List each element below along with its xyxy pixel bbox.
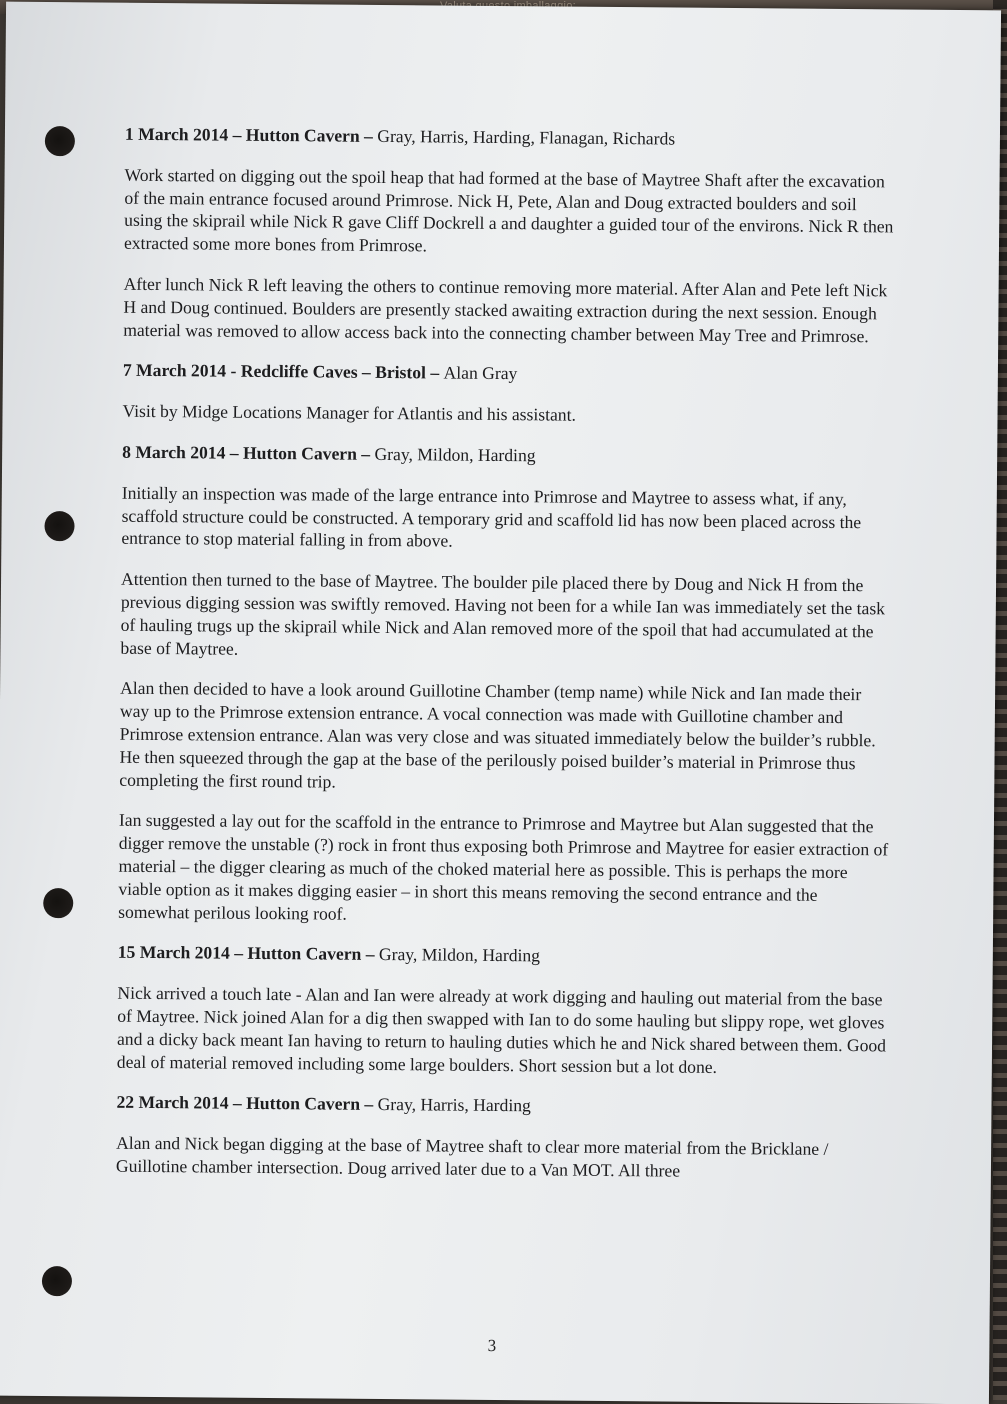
entry-paragraph: Attention then turned to the base of Maytree. The boulder pile placed there by Doug and Nick H from the previous digging session was swiftly removed. Having not been for a while Ian was immediately set the task of hauling trugs up the skiprail while Nick and Alan removed more of the spoil that had accumulated at the base of Maytree. — [120, 568, 886, 659]
heading-separator: - — [226, 360, 241, 382]
punch-hole-icon — [44, 511, 74, 541]
entry-team: Gray, Mildon, Harding — [374, 443, 536, 466]
heading-separator: – — [361, 944, 380, 965]
heading-separator: – — [225, 442, 244, 463]
entry-location: Hutton Cavern — [245, 124, 360, 146]
entry-heading — [123, 359, 893, 389]
entry-date: 15 March 2014 — [117, 942, 230, 963]
entry-paragraph: Initially an inspection was made of the large entrance into Primrose and Maytree to assess what, if any, scaffold structure could be constructed. A temporary grid and scaffold lid has now been placed across the entrance to stop material falling in from above. — [121, 482, 862, 551]
heading-separator: – — [425, 362, 444, 383]
punch-hole-icon — [43, 888, 73, 918]
entry-location: Hutton Cavern — [242, 442, 358, 464]
entry-heading — [116, 1091, 886, 1121]
heading-separator: – — [229, 942, 248, 964]
log-entry — [122, 359, 893, 429]
page-number: 3 — [487, 1335, 497, 1356]
entry-team: Gray, Harris, Harding — [377, 1094, 531, 1116]
entry-location: Hutton Cavern — [247, 943, 362, 965]
entry-team: Gray, Harris, Harding, Flanagan, Richards — [377, 125, 676, 149]
log-entry — [118, 441, 892, 930]
punch-hole-icon — [45, 126, 75, 156]
entry-paragraph: Nick arrived a touch late - Alan and Ian were already at work digging and hauling out material from the base of Maytree. Nick joined Alan for a dig then swapped with Ian to do some hauling but slippy rope, wet gloves and a dicky back meant Ian having to return to hauling duties which he and Nick shared between them. Good deal of material removed including some large boulders. Short session but a lot done. — [116, 982, 887, 1077]
entry-location: Hutton Cavern — [246, 1093, 361, 1115]
log-entry — [123, 123, 895, 348]
entry-paragraph: Visit by Midge Locations Manager for Atlantis and his assistant. — [122, 400, 576, 425]
entry-heading — [122, 441, 892, 471]
entry-paragraph: Work started on digging out the spoil heap that had formed at the base of Maytree Shaft after the excavation of the main entrance focused around Primrose. Nick H, Pete, Alan and Doug extracted boulders and soil using the skiprail while Nick R gave Cliff Dockrell a and daughter a guided tour of the environs. Nick R then extracted some more bones from Primrose. — [123, 164, 894, 256]
entry-heading — [118, 941, 888, 971]
heading-separator: – — [228, 124, 246, 145]
heading-separator: – — [356, 443, 375, 464]
heading-separator: – — [359, 1094, 378, 1115]
entry-date: 22 March 2014 — [116, 1091, 229, 1113]
entry-date: 8 March 2014 — [122, 441, 226, 463]
entry-paragraph: Ian suggested a lay out for the scaffold in the entrance to Primrose and Maytree but Alan suggested that the digger remove the unstable (?) rock in front thus exposing both Primrose and Maytree for easier extraction of material – the digger clearing as much of the choked material here as possible. This is perhaps the more viable option as it makes digging easier – in short this means removing the second entrance and the somewhat perilous looking roof. — [118, 810, 889, 924]
heading-separator: – — [359, 125, 378, 146]
document-page — [0, 2, 1001, 1404]
entry-team: Alan Gray — [443, 362, 518, 384]
log-entry — [116, 1091, 887, 1184]
entry-paragraph: After lunch Nick R left leaving the others to continue removing more material. After Alan and Pete left Nick H and Doug continued. Boulders are presently stacked awaiting extraction during the next session. Enough material was removed to allow access back into the connecting chamber between May Tree and Primrose. — [123, 273, 888, 346]
entry-location: Redcliffe Caves – Bristol — [240, 361, 427, 383]
log-entry — [117, 941, 888, 1080]
log-entries — [116, 123, 895, 1202]
entry-heading — [125, 123, 895, 153]
entry-team: Gray, Mildon, Harding — [378, 944, 541, 966]
punch-hole-icon — [42, 1266, 72, 1296]
heading-separator: – — [228, 1092, 247, 1114]
entry-paragraph: Alan and Nick began digging at the base of Maytree shaft to clear more material from the Bricklane / Guillotine chamber intersection. Doug arrived later due to a Van MOT. All three — [115, 1132, 829, 1181]
entry-paragraph: Alan then decided to have a look around Guillotine Chamber (temp name) while Nick and Ian made their way up to the Primrose extension entrance. A vocal connection was made with Guillotine chamber and Primrose extension entrance. Alan was very close and was situated immediately below the builder’s rubble. He then squeezed through the gap at the base of the perilously poised builder’s material in Primrose thus completing the first round trip. — [119, 678, 876, 792]
entry-date: 1 March 2014 — [124, 123, 229, 145]
entry-date: 7 March 2014 — [122, 360, 227, 381]
